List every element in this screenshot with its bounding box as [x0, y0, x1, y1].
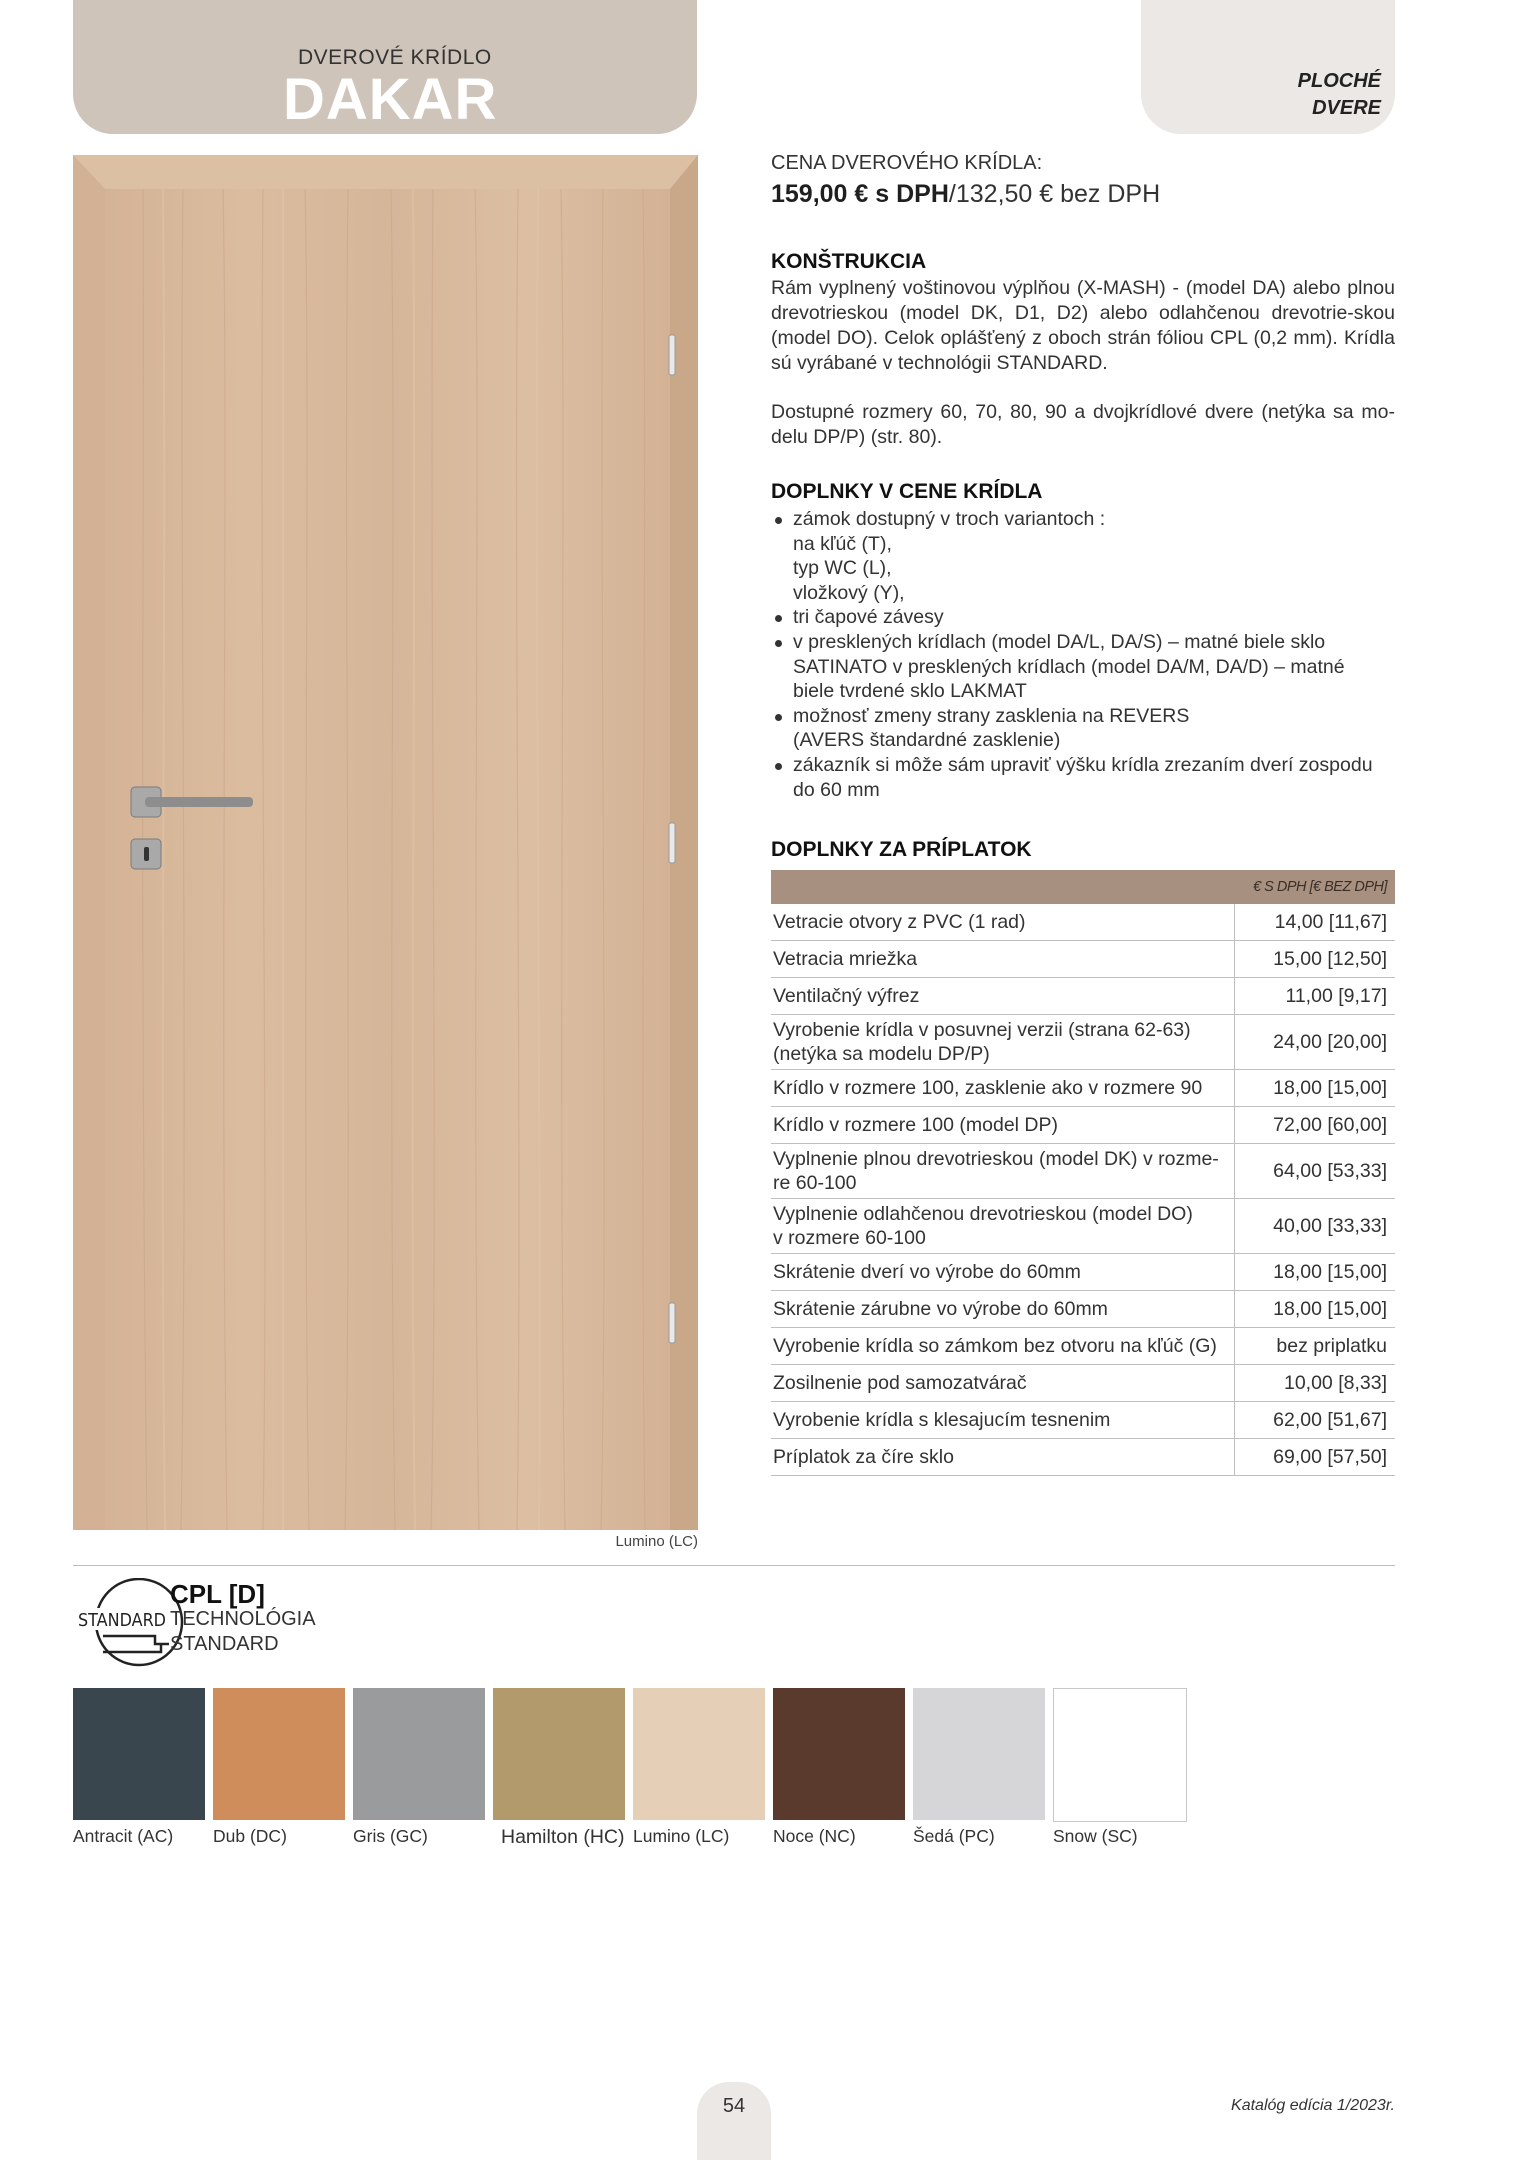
extra-label-line: v rozmere 60-100 — [773, 1227, 926, 1249]
color-swatch-label: Noce (NC) — [773, 1826, 856, 1846]
extra-price: 11,00 [9,17] — [1235, 978, 1396, 1015]
category-label — [1298, 68, 1381, 122]
list-item — [771, 630, 1395, 704]
table-row — [771, 941, 1395, 978]
table-row — [771, 1365, 1395, 1402]
extra-price: 10,00 [8,33] — [1235, 1365, 1396, 1402]
included-extras-list — [771, 507, 1395, 802]
extra-label-line: Vetracia mriežka — [773, 948, 918, 970]
list-item-line: typ WC (L), — [793, 557, 892, 580]
extra-price: 69,00 [57,50] — [1235, 1439, 1396, 1476]
catalog-edition: Katalóg edícia 1/2023r. — [1231, 2097, 1395, 2114]
extra-price: 18,00 [15,00] — [1235, 1254, 1396, 1291]
extra-label — [771, 1107, 1235, 1144]
extra-label-line: Ventilačný výfrez — [773, 985, 920, 1007]
sizes-text: Dostupné rozmery 60, 70, 80, 90 a dvojkrídlové dvere (netýka sa mo-delu DP/P) (str. 80). — [771, 401, 1395, 448]
product-title: DAKAR — [283, 67, 498, 132]
extra-label-line: Vyplnenie odlahčenou drevotrieskou (model DO) — [773, 1203, 1193, 1225]
color-swatch — [913, 1688, 1045, 1820]
category-line-1: PLOCHÉ — [1297, 70, 1381, 92]
door-caption: Lumino (LC) — [615, 1533, 698, 1550]
list-item — [771, 507, 1395, 605]
extra-label — [771, 1291, 1235, 1328]
list-item — [771, 753, 1395, 802]
extra-price: 62,00 [51,67] — [1235, 1402, 1396, 1439]
extra-label-line: Skrátenie dverí vo výrobe do 60mm — [773, 1261, 1081, 1283]
extra-label — [771, 1254, 1235, 1291]
extra-label-line: Krídlo v rozmere 100 (model DP) — [773, 1114, 1059, 1136]
table-row — [771, 1015, 1395, 1070]
technology-line-1: TECHNOLÓGIA — [170, 1608, 316, 1630]
table-header-blank — [771, 870, 1235, 904]
color-swatch — [213, 1688, 345, 1820]
door-image — [73, 155, 698, 1530]
extra-label — [771, 904, 1235, 941]
table-header-row — [771, 870, 1395, 904]
table-row — [771, 1254, 1395, 1291]
paid-extras-table — [771, 870, 1395, 1476]
color-swatch-label: Gris (GC) — [353, 1826, 428, 1846]
section-divider — [73, 1565, 1395, 1566]
table-row — [771, 978, 1395, 1015]
extra-label — [771, 1070, 1235, 1107]
extra-label-line: Vyplnenie plnou drevotrieskou (model DK) v rozme- — [773, 1148, 1219, 1170]
extra-label — [771, 1439, 1235, 1476]
extra-price: 72,00 [60,00] — [1235, 1107, 1396, 1144]
list-item-line: tri čapové závesy — [793, 606, 944, 629]
color-swatch-label: Šedá (PC) — [913, 1826, 995, 1846]
table-row — [771, 1144, 1395, 1199]
color-swatch — [633, 1688, 765, 1820]
list-item — [771, 605, 1395, 630]
technology-subtitle — [170, 1607, 316, 1657]
color-swatch — [1053, 1688, 1187, 1822]
color-swatch — [493, 1688, 625, 1820]
construction-heading: KONŠTRUKCIA — [771, 250, 927, 273]
price-with-vat: 159,00 € s DPH — [771, 180, 949, 208]
table-row — [771, 904, 1395, 941]
header-tab-category — [1141, 0, 1395, 134]
standard-logo-text: STANDARD — [78, 1610, 166, 1631]
table-row — [771, 1328, 1395, 1365]
extra-price: 15,00 [12,50] — [1235, 941, 1396, 978]
list-item-line: SATINATO v presklených krídlach (model DA/M, DA/D) – matné — [793, 655, 1345, 678]
extra-price: bez priplatku — [1235, 1328, 1396, 1365]
extra-label — [771, 978, 1235, 1015]
table-row — [771, 1291, 1395, 1328]
technology-line-2: STANDARD — [170, 1633, 279, 1655]
list-item-line: biele tvrdené sklo LAKMAT — [793, 680, 1027, 703]
color-swatch-label: Snow (SC) — [1053, 1826, 1138, 1846]
list-item-line: na kľúč (T), — [793, 532, 892, 555]
paid-extras-body — [771, 904, 1395, 1476]
extra-label — [771, 941, 1235, 978]
paid-extras-heading: DOPLNKY ZA PRÍPLATOK — [771, 838, 1032, 861]
extra-label-line: Skrátenie zárubne vo výrobe do 60mm — [773, 1298, 1108, 1320]
extra-label — [771, 1365, 1235, 1402]
color-swatch-label: Hamilton (HC) — [501, 1826, 625, 1848]
table-row — [771, 1439, 1395, 1476]
extra-label — [771, 1144, 1235, 1199]
extra-label-line: Vyrobenie krídla so zámkom bez otvoru na kľúč (G) — [773, 1335, 1217, 1357]
extra-label — [771, 1015, 1235, 1070]
extra-price: 18,00 [15,00] — [1235, 1291, 1396, 1328]
list-item-line: (AVERS štandardné zasklenie) — [793, 729, 1061, 752]
color-swatch — [773, 1688, 905, 1820]
color-swatch-label: Antracit (AC) — [73, 1826, 174, 1846]
extra-label-line: Zosilnenie pod samozatvárač — [773, 1372, 1027, 1394]
color-swatch — [353, 1688, 485, 1820]
color-swatch-label: Dub (DC) — [213, 1826, 287, 1846]
table-row — [771, 1107, 1395, 1144]
extra-label — [771, 1402, 1235, 1439]
included-extras-heading: DOPLNKY V CENE KRÍDLA — [771, 480, 1043, 503]
extra-price: 40,00 [33,33] — [1235, 1199, 1396, 1254]
table-row — [771, 1070, 1395, 1107]
extra-label-line: Vetracie otvory z PVC (1 rad) — [773, 911, 1026, 933]
price-value — [771, 180, 1160, 209]
page-number: 54 — [722, 2095, 746, 2117]
extra-price: 64,00 [53,33] — [1235, 1144, 1396, 1199]
extra-price: 24,00 [20,00] — [1235, 1015, 1396, 1070]
price-label: CENA DVEROVÉHO KRÍDLA: — [771, 152, 1043, 174]
extra-label — [771, 1328, 1235, 1365]
extra-price: 18,00 [15,00] — [1235, 1070, 1396, 1107]
list-item-line: možnosť zmeny strany zasklenia na REVERS — [793, 704, 1190, 727]
color-swatch — [73, 1688, 205, 1820]
list-item-line: zámok dostupný v troch variantoch : — [793, 508, 1106, 530]
extra-price: 14,00 [11,67] — [1235, 904, 1396, 941]
category-line-2: DVERE — [1312, 97, 1381, 119]
extra-label-line: Krídlo v rozmere 100, zasklenie ako v rozmere 90 — [773, 1077, 1203, 1099]
extra-label-line: Príplatok za číre sklo — [773, 1446, 954, 1468]
price-without-vat: /132,50 € bez DPH — [948, 180, 1161, 208]
product-subtitle: DVEROVÉ KRÍDLO — [298, 46, 492, 69]
list-item-line: vložkový (Y), — [793, 581, 905, 604]
list-item-line: v presklených krídlach (model DA/L, DA/S) – matné biele sklo — [793, 630, 1326, 653]
extra-label-line: re 60-100 — [773, 1172, 857, 1194]
extra-label-line: (netýka sa modelu DP/P) — [773, 1043, 990, 1065]
table-row — [771, 1402, 1395, 1439]
table-row — [771, 1199, 1395, 1254]
page-number-tab — [697, 2082, 771, 2160]
extra-label — [771, 1199, 1235, 1254]
technology-title: CPL [D] — [170, 1579, 265, 1609]
construction-text: Rám vyplnený voštinovou výplňou (X-MASH) - (model DA) alebo plnou drevotrieskou (model DK, D1, D2) alebo odlahčenou drevotrie-skou (model DO). Celok oplášťený z oboch strán fóliou CPL (0,2 mm). Krídla sú vyrábané v technológii STANDARD. — [771, 277, 1395, 374]
list-item-line: zákazník si môže sám upraviť výšku krídla zrezaním dverí zospodu — [793, 753, 1373, 776]
extra-label-line: Vyrobenie krídla s klesajucím tesnenim — [773, 1409, 1111, 1431]
color-swatch-label: Lumino (LC) — [633, 1826, 730, 1846]
extra-label-line: Vyrobenie krídla v posuvnej verzii (strana 62-63) — [773, 1019, 1191, 1041]
table-header-price: € S DPH [€ BEZ DPH] — [1235, 870, 1396, 904]
list-item-line: do 60 mm — [793, 778, 880, 801]
list-item — [771, 704, 1395, 753]
header-tab-product — [73, 0, 697, 134]
